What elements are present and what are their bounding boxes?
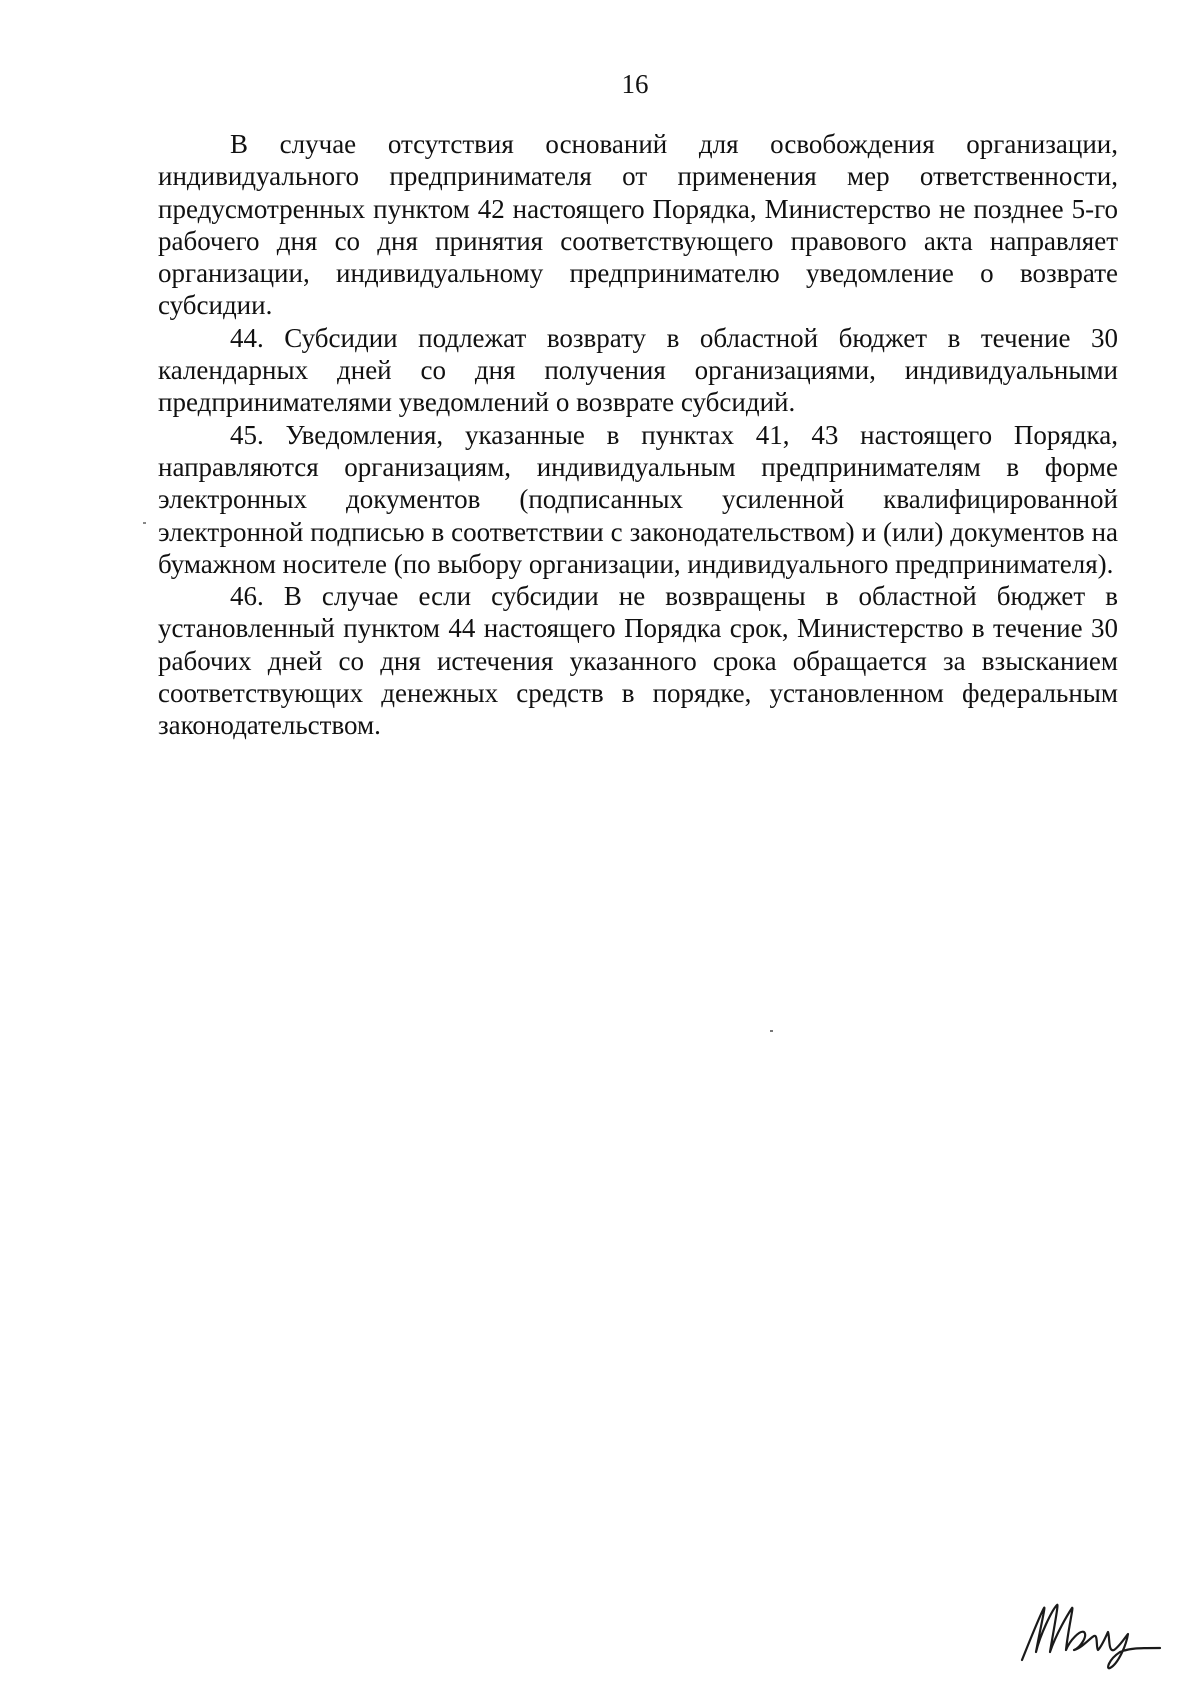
paragraph-43-continuation: В случае отсутствия оснований для освобождения организации, индивидуального предпринимателя от применения мер ответственности, предусмотренных пунктом 42 настоящего Порядка, Министерство не позднее 5-го рабочего дня со дня принятия соответствующего правового акта направляет организации, индивидуальному предпринимателю уведомление о возврате субсидии. (158, 129, 1118, 321)
document-body (158, 128, 1118, 742)
paragraph-44: 44. Субсидии подлежат возврату в областной бюджет в течение 30 календарных дней со дня получения организациями, индивидуальными предпринимателями уведомлений о возврате субсидий. (158, 322, 1118, 418)
signature-icon (1010, 1590, 1175, 1670)
paragraph-46: 46. В случае если субсидии не возвращены в областной бюджет в установленный пунктом 44 настоящего Порядка срок, Министерство в течение 30 рабочих дней со дня истечения указанного срока обращается за взысканием соответствующих денежных средств в порядке, установленном федеральным законодательством. (158, 581, 1118, 741)
scan-speck (143, 522, 146, 524)
scan-speck (770, 1030, 773, 1032)
paragraph-45: 45. Уведомления, указанные в пунктах 41, 43 настоящего Порядка, направляются организациям, индивидуальным предпринимателям в форме электронных документов (подписанных усиленной квалифицированной электронной подписью в соответствии с законодательством) и (или) документов на бумажном носителе (по выбору организации, индивидуального предпринимателя). (158, 419, 1118, 579)
page-number: 16 (621, 69, 649, 99)
